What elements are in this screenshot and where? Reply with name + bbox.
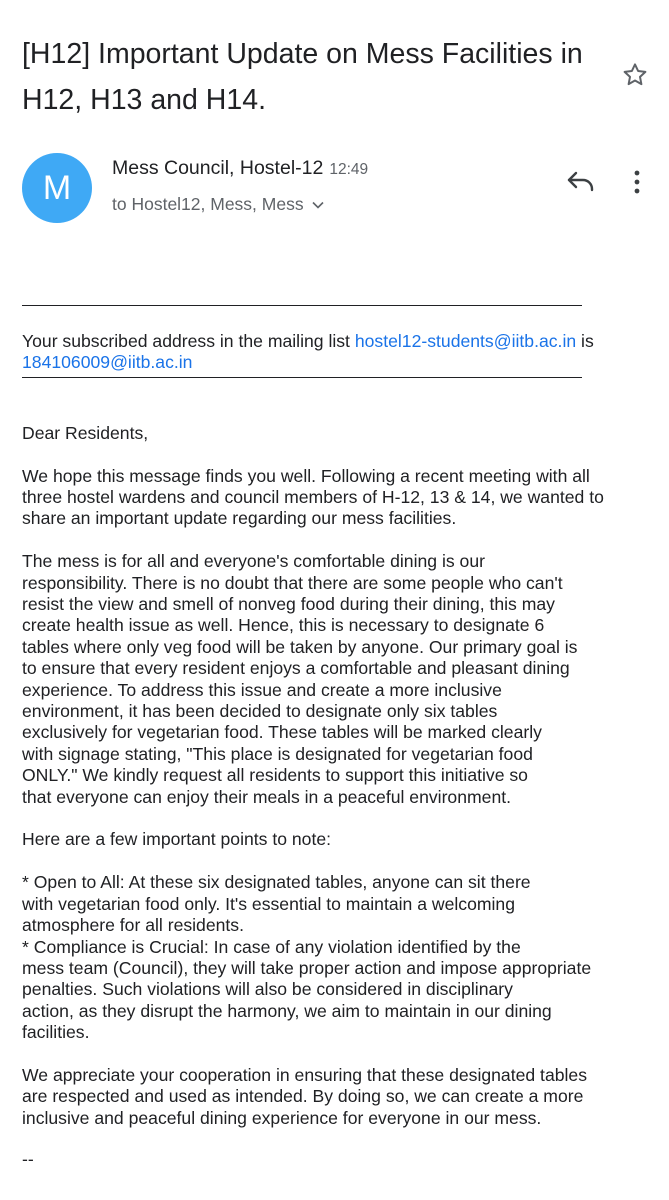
more-options-icon[interactable] (628, 168, 646, 196)
chevron-down-icon (312, 201, 324, 209)
sender-name[interactable]: Mess Council, Hostel-12 (112, 157, 324, 179)
reply-icon[interactable] (565, 168, 597, 194)
sender-line (112, 157, 368, 180)
paragraph-policy: The mess is for all and everyone's comfortable dining is our responsibility. There is no doubt that there are some people who can't resist the view and smell of nonveg food during their dining, this may create health issue as well. Hence, this is necessary to designate 6 tables where only veg food will be taken by anyone. Our primary goal is to ensure that every resident enjoys a comfortable and pleasant dining experience. To address this issue and create a more inclusive environment, it has been decided to designate only six tables exclusively for vegetarian food. These tables will be marked clearly with signage stating, "This place is designated for vegetarian food ONLY." We kindly request all residents to support this initiative so that everyone can enjoy their meals in a peaceful environment. (22, 551, 578, 807)
avatar[interactable] (22, 153, 92, 223)
greeting: Dear Residents, (22, 422, 149, 443)
star-icon[interactable] (620, 60, 650, 90)
paragraph-points-heading: Here are a few important points to note: (22, 829, 332, 850)
subscriber-address-link[interactable]: 184106009@iitb.ac.in (22, 352, 193, 373)
recipients-toggle[interactable] (112, 194, 324, 215)
recipients-text: to Hostel12, Mess, Mess (112, 194, 304, 214)
email-time: 12:49 (329, 161, 369, 178)
list-address-link[interactable]: hostel12-students@iitb.ac.in (354, 331, 577, 351)
avatar-letter: M (42, 168, 72, 207)
paragraph-closing: We appreciate your cooperation in ensuring that these designated tables are respected and used as intended. By doing so, we can create a more inclusive and peaceful dining experience for everyone in our mess. (22, 1064, 588, 1128)
subscription-notice: Your subscribed address in the mailing list hostel12-students@iitb.ac.in is 184106009@iitb.ac.in (22, 331, 594, 373)
paragraph-points-list: * Open to All: At these six designated tables, anyone can sit there with vegetarian food only. It's essential to maintain a welcoming atmosphere for all residents. * Compliance is Crucial: In case of any violation identified by the mess team (Council), they will take proper action and impose appropriate penalties. Such violations will also be considered in disciplinary action, as they disrupt the harmony, we aim to maintain in our dining facilities. (22, 872, 592, 1043)
email-body (22, 285, 652, 1171)
paragraph-intro: We hope this message finds you well. Following a recent meeting with all three hostel wardens and council members of H-12, 13 & 14, we wanted to share an important update regarding our mess facilities. (22, 465, 604, 529)
signature-delimiter: -- (22, 1149, 34, 1170)
email-subject: [H12] Important Update on Mess Facilities in H12, H13 and H14. (22, 38, 583, 116)
